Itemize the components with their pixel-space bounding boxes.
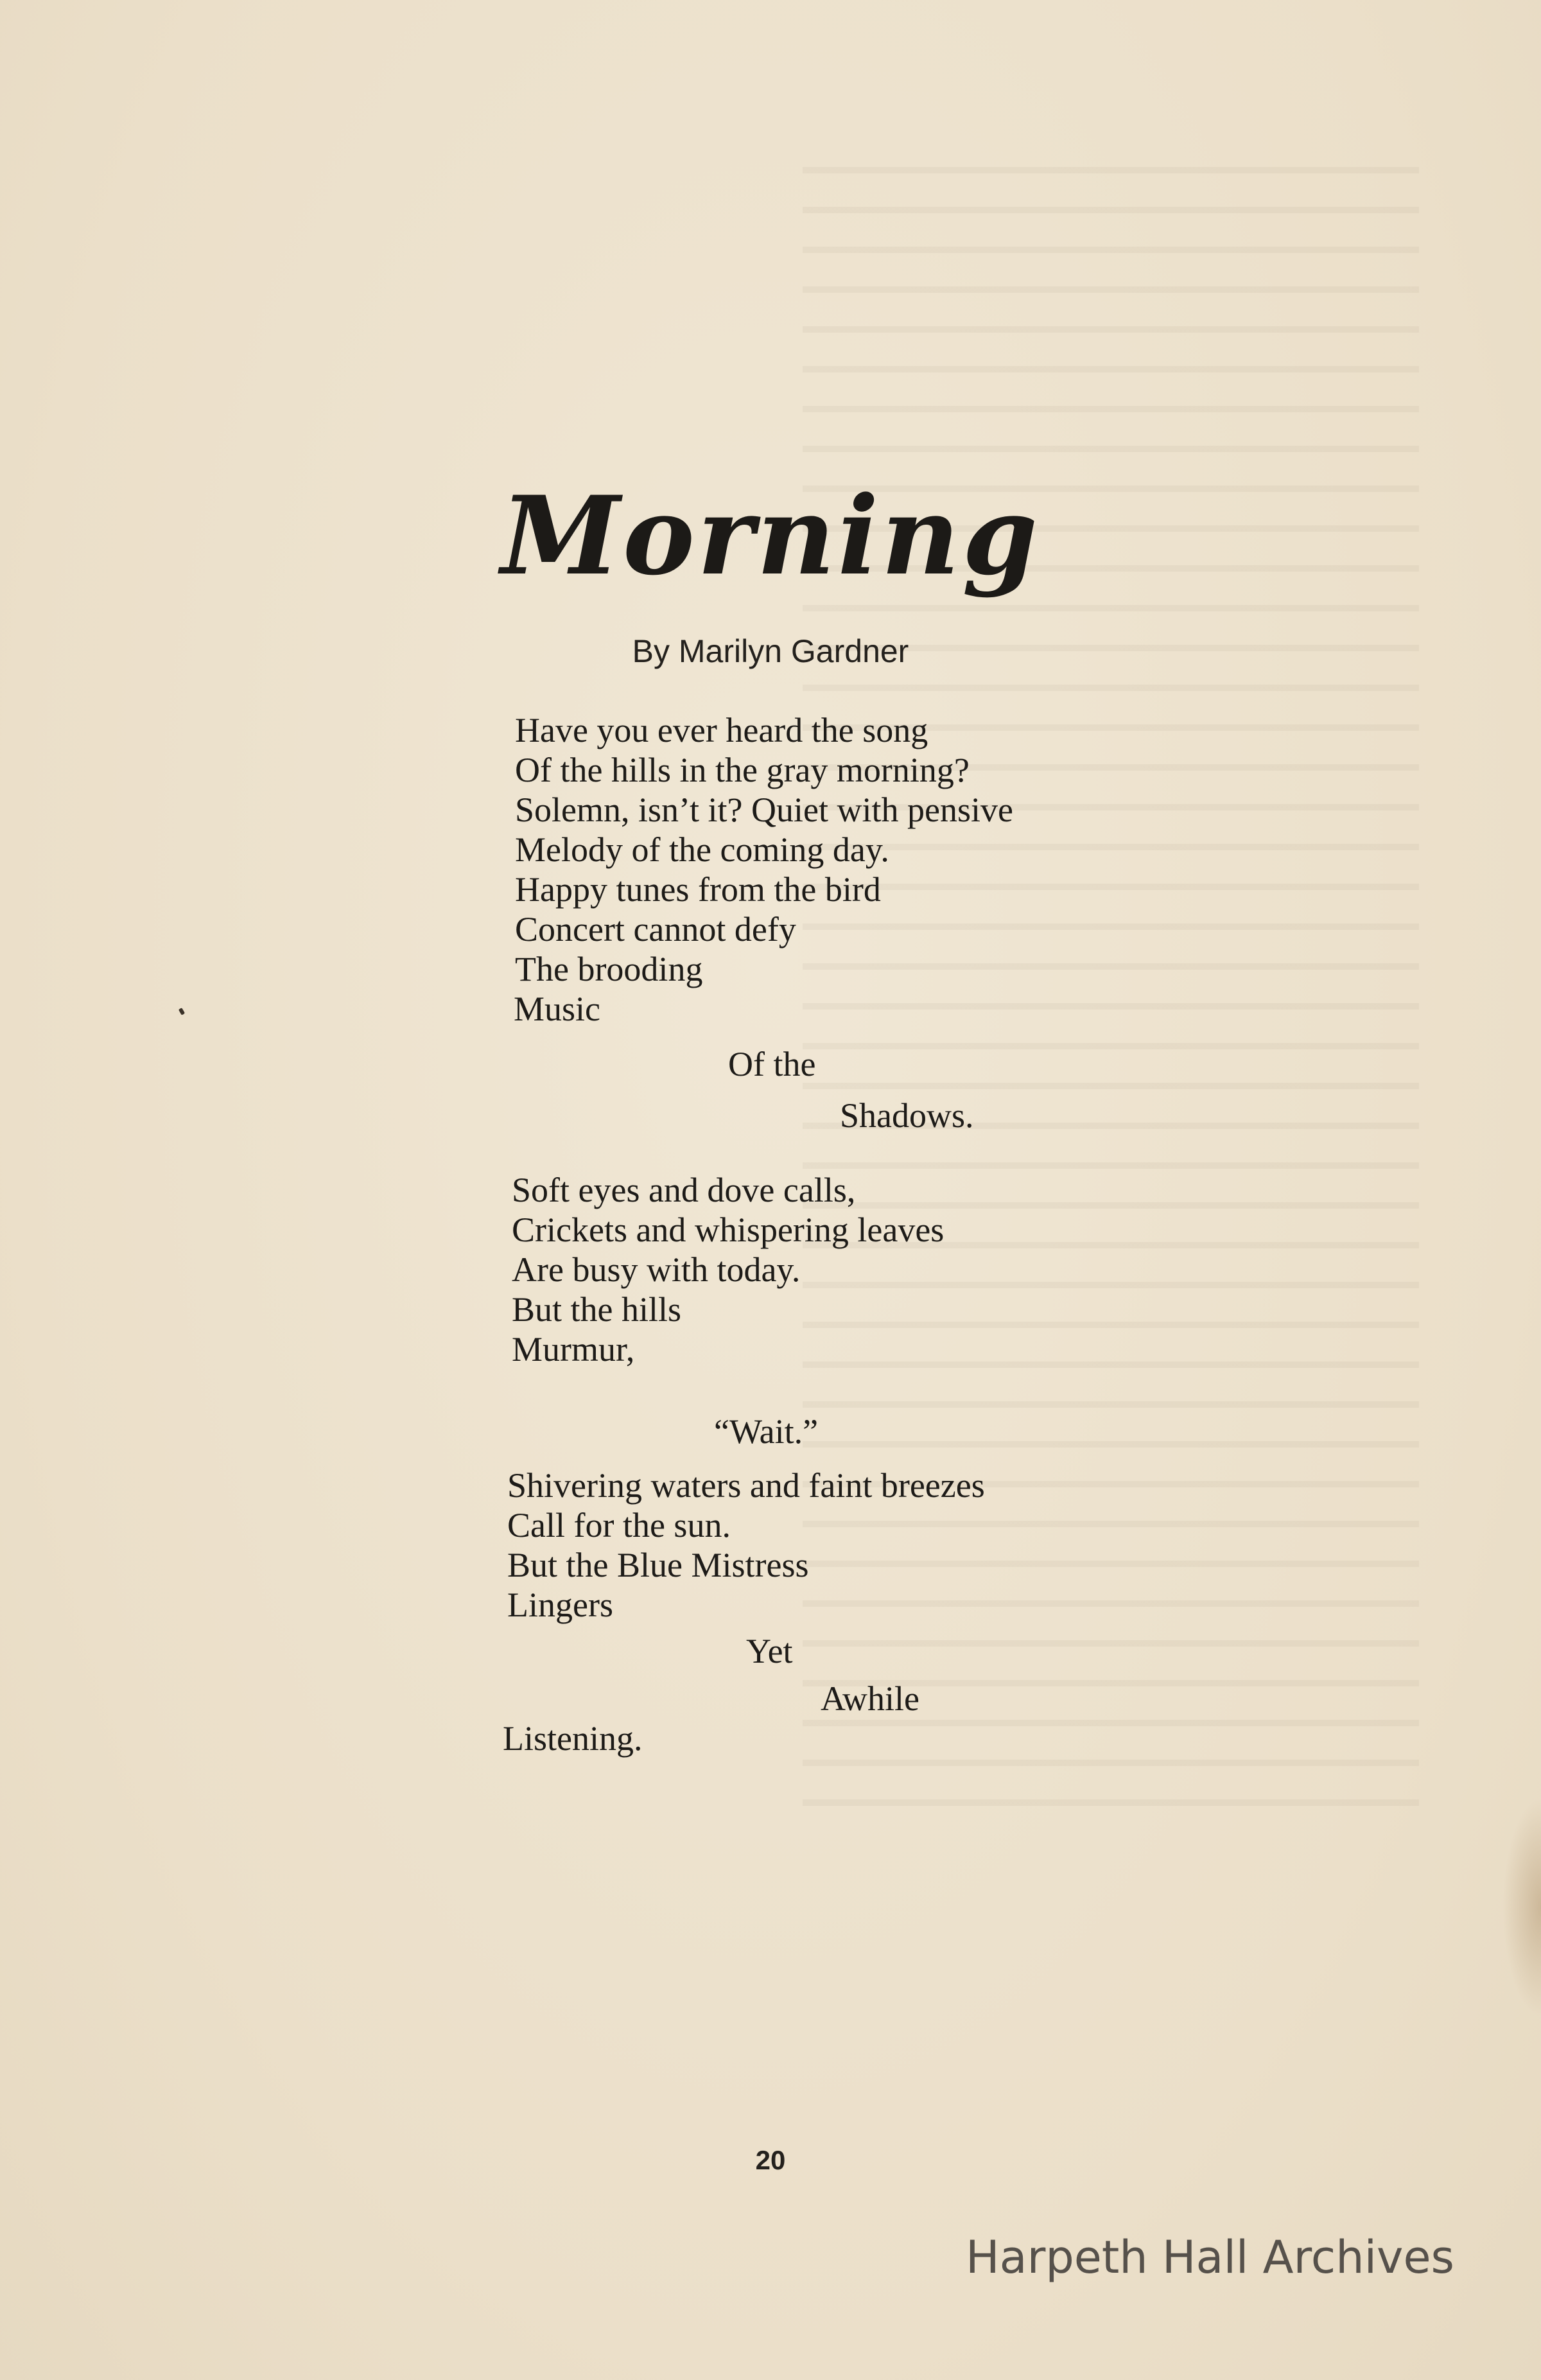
poem-line: Of the hills in the gray morning? (515, 751, 970, 789)
poem-line: Of the (728, 1045, 816, 1083)
poem-line: Murmur, (512, 1330, 635, 1369)
page-number: 20 (755, 2145, 786, 2175)
poem-line: Listening. (503, 1719, 643, 1758)
poem-line: Crickets and whispering leaves (512, 1211, 945, 1249)
poem-line: Soft eyes and dove calls, (512, 1171, 856, 1209)
poem-line: Solemn, isn’t it? Quiet with pensive (515, 791, 1013, 829)
poem-line: Music (514, 990, 600, 1028)
poem-line: Shadows. (840, 1096, 974, 1135)
poem-title: Morning (500, 472, 1041, 599)
poem-line: Lingers (507, 1586, 613, 1624)
poem-line: Yet (746, 1632, 793, 1670)
poem-line: “Wait.” (714, 1412, 819, 1451)
poem-line: Have you ever heard the song (515, 711, 928, 749)
author-byline: By Marilyn Gardner (632, 633, 909, 669)
poem-line: The brooding (515, 950, 703, 988)
poem-line: But the hills (512, 1290, 682, 1329)
ink-speck (178, 1008, 185, 1015)
poem-line: Awhile (821, 1679, 920, 1718)
archive-watermark: Harpeth Hall Archives (966, 2231, 1454, 2284)
poem-line: Are busy with today. (512, 1250, 801, 1289)
poem-line: Shivering waters and faint breezes (507, 1466, 985, 1505)
bleed-through-texture (803, 167, 1419, 1837)
poem-line: But the Blue Mistress (507, 1546, 809, 1584)
poem-line: Concert cannot defy (515, 910, 796, 949)
poem-line: Melody of the coming day. (515, 830, 889, 869)
poem-line: Call for the sun. (507, 1506, 731, 1544)
page-edge-shadow (1502, 1798, 1541, 2017)
poem-line: Happy tunes from the bird (515, 870, 881, 909)
